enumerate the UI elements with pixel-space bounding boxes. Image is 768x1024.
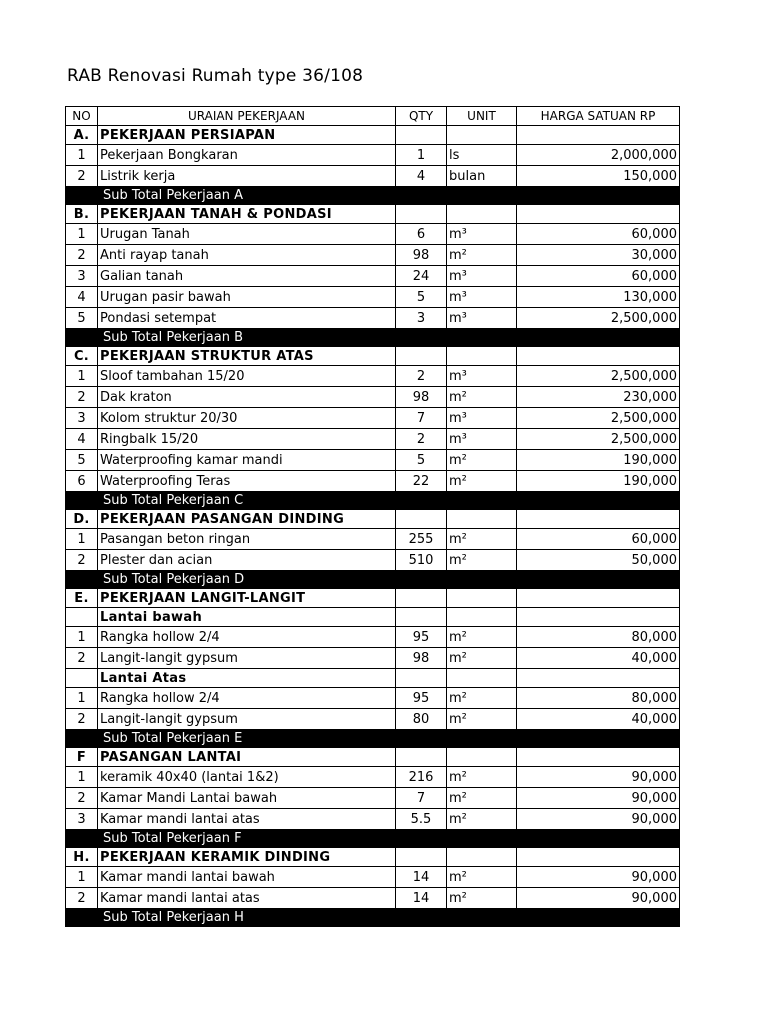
cell-unit [447, 571, 517, 589]
section-code [66, 669, 98, 688]
cell-qty [396, 205, 447, 224]
subsection-header-row [66, 669, 680, 688]
item-unit: bulan [447, 166, 517, 187]
item-description: Anti rayap tanah [98, 245, 396, 266]
section-header-row [66, 205, 680, 224]
subtotal-label: Sub Total Pekerjaan E [98, 730, 396, 748]
item-no: 1 [66, 767, 98, 788]
item-unit-price: 90,000 [517, 809, 680, 830]
item-no: 4 [66, 287, 98, 308]
item-description: Kamar mandi lantai atas [98, 888, 396, 909]
item-no: 2 [66, 387, 98, 408]
item-unit-price: 40,000 [517, 709, 680, 730]
item-qty: 80 [396, 709, 447, 730]
cell-unit [447, 329, 517, 347]
item-unit: m² [447, 788, 517, 809]
table-header-row [66, 107, 680, 126]
item-unit-price: 2,000,000 [517, 145, 680, 166]
cell-no [66, 909, 98, 927]
item-qty: 216 [396, 767, 447, 788]
section-title: Lantai Atas [98, 669, 396, 688]
item-no: 2 [66, 788, 98, 809]
cell-qty [396, 510, 447, 529]
item-description: Urugan pasir bawah [98, 287, 396, 308]
item-unit-price: 60,000 [517, 529, 680, 550]
item-no: 2 [66, 709, 98, 730]
item-unit-price: 2,500,000 [517, 366, 680, 387]
subtotal-label: Sub Total Pekerjaan B [98, 329, 396, 347]
item-unit-price: 230,000 [517, 387, 680, 408]
section-code: F [66, 748, 98, 767]
item-no: 1 [66, 529, 98, 550]
section-header-row [66, 510, 680, 529]
item-qty: 2 [396, 366, 447, 387]
table-row [66, 648, 680, 669]
item-no: 1 [66, 688, 98, 709]
item-qty: 22 [396, 471, 447, 492]
section-title: PEKERJAAN PERSIAPAN [98, 126, 396, 145]
subtotal-row [66, 492, 680, 510]
item-no: 2 [66, 888, 98, 909]
item-no: 4 [66, 429, 98, 450]
cell-price [517, 571, 680, 589]
item-qty: 5 [396, 450, 447, 471]
cell-unit [447, 205, 517, 224]
item-qty: 98 [396, 648, 447, 669]
item-qty: 6 [396, 224, 447, 245]
item-qty: 510 [396, 550, 447, 571]
table-row [66, 471, 680, 492]
section-title: PEKERJAAN TANAH & PONDASI [98, 205, 396, 224]
subtotal-label: Sub Total Pekerjaan F [98, 830, 396, 848]
table-row [66, 387, 680, 408]
cell-price [517, 492, 680, 510]
item-unit: m² [447, 709, 517, 730]
cell-price [517, 589, 680, 608]
item-no: 5 [66, 308, 98, 329]
item-description: Pondasi setempat [98, 308, 396, 329]
cell-price [517, 608, 680, 627]
cell-no [66, 492, 98, 510]
table-row [66, 287, 680, 308]
item-no: 2 [66, 166, 98, 187]
section-code: C. [66, 347, 98, 366]
item-unit: m² [447, 809, 517, 830]
section-code [66, 608, 98, 627]
item-no: 3 [66, 408, 98, 429]
item-no: 6 [66, 471, 98, 492]
item-qty: 3 [396, 308, 447, 329]
item-description: Langit-langit gypsum [98, 648, 396, 669]
cost-estimate-table [65, 106, 680, 927]
cell-no [66, 571, 98, 589]
table-row [66, 224, 680, 245]
item-qty: 4 [396, 166, 447, 187]
item-unit-price: 50,000 [517, 550, 680, 571]
item-unit-price: 60,000 [517, 266, 680, 287]
item-no: 1 [66, 867, 98, 888]
cell-qty [396, 848, 447, 867]
cell-no [66, 329, 98, 347]
item-unit-price: 190,000 [517, 471, 680, 492]
cell-unit [447, 187, 517, 205]
item-unit: m² [447, 471, 517, 492]
cell-qty [396, 187, 447, 205]
item-description: Plester dan acian [98, 550, 396, 571]
table-row [66, 450, 680, 471]
item-description: keramik 40x40 (lantai 1&2) [98, 767, 396, 788]
item-unit: m³ [447, 266, 517, 287]
cell-no [66, 830, 98, 848]
cell-unit [447, 126, 517, 145]
header-qty: QTY [396, 107, 447, 126]
item-no: 1 [66, 366, 98, 387]
cell-qty [396, 571, 447, 589]
item-description: Pasangan beton ringan [98, 529, 396, 550]
item-no: 2 [66, 648, 98, 669]
item-unit-price: 90,000 [517, 888, 680, 909]
cell-price [517, 205, 680, 224]
cell-qty [396, 909, 447, 927]
item-description: Rangka hollow 2/4 [98, 688, 396, 709]
section-header-row [66, 848, 680, 867]
cell-price [517, 126, 680, 145]
cell-price [517, 329, 680, 347]
item-unit: m² [447, 888, 517, 909]
section-header-row [66, 589, 680, 608]
table-row [66, 709, 680, 730]
item-qty: 7 [396, 408, 447, 429]
table-row [66, 308, 680, 329]
cell-price [517, 669, 680, 688]
item-description: Kolom struktur 20/30 [98, 408, 396, 429]
header-no: NO [66, 107, 98, 126]
item-qty: 98 [396, 387, 447, 408]
section-title: PEKERJAAN KERAMIK DINDING [98, 848, 396, 867]
document-title: RAB Renovasi Rumah type 36/108 [67, 66, 364, 86]
cell-unit [447, 608, 517, 627]
subtotal-row [66, 830, 680, 848]
item-unit-price: 90,000 [517, 788, 680, 809]
cell-unit [447, 730, 517, 748]
item-unit: m² [447, 245, 517, 266]
item-description: Rangka hollow 2/4 [98, 627, 396, 648]
cell-price [517, 748, 680, 767]
cell-unit [447, 347, 517, 366]
header-description: URAIAN PEKERJAAN [98, 107, 396, 126]
item-unit-price: 90,000 [517, 867, 680, 888]
item-qty: 98 [396, 245, 447, 266]
item-unit: m² [447, 387, 517, 408]
subtotal-row [66, 909, 680, 927]
table-row [66, 688, 680, 709]
item-no: 5 [66, 450, 98, 471]
table-row [66, 809, 680, 830]
cell-price [517, 187, 680, 205]
item-qty: 255 [396, 529, 447, 550]
item-description: Kamar Mandi Lantai bawah [98, 788, 396, 809]
item-description: Urugan Tanah [98, 224, 396, 245]
cell-unit [447, 848, 517, 867]
header-unit: UNIT [447, 107, 517, 126]
subtotal-row [66, 571, 680, 589]
item-unit: m³ [447, 224, 517, 245]
table-row [66, 245, 680, 266]
item-unit: m³ [447, 408, 517, 429]
item-unit: m² [447, 648, 517, 669]
subtotal-row [66, 329, 680, 347]
item-qty: 1 [396, 145, 447, 166]
cell-unit [447, 909, 517, 927]
item-qty: 5.5 [396, 809, 447, 830]
table-row [66, 767, 680, 788]
item-no: 1 [66, 627, 98, 648]
table-row [66, 550, 680, 571]
item-description: Waterproofing Teras [98, 471, 396, 492]
cell-qty [396, 347, 447, 366]
cell-unit [447, 589, 517, 608]
item-unit: m² [447, 867, 517, 888]
item-unit-price: 60,000 [517, 224, 680, 245]
subtotal-row [66, 187, 680, 205]
item-unit: m³ [447, 308, 517, 329]
subtotal-label: Sub Total Pekerjaan C [98, 492, 396, 510]
table-row [66, 429, 680, 450]
cell-qty [396, 748, 447, 767]
item-unit-price: 90,000 [517, 767, 680, 788]
item-unit-price: 2,500,000 [517, 308, 680, 329]
item-qty: 95 [396, 688, 447, 709]
section-code: D. [66, 510, 98, 529]
item-unit: m³ [447, 366, 517, 387]
cell-qty [396, 492, 447, 510]
item-description: Waterproofing kamar mandi [98, 450, 396, 471]
subsection-header-row [66, 608, 680, 627]
item-unit: m³ [447, 287, 517, 308]
section-title: Lantai bawah [98, 608, 396, 627]
item-unit-price: 40,000 [517, 648, 680, 669]
table-row [66, 529, 680, 550]
item-no: 1 [66, 224, 98, 245]
table-row [66, 145, 680, 166]
item-no: 1 [66, 145, 98, 166]
item-unit: m² [447, 688, 517, 709]
item-description: Kamar mandi lantai bawah [98, 867, 396, 888]
item-unit: m² [447, 767, 517, 788]
section-header-row [66, 126, 680, 145]
subtotal-label: Sub Total Pekerjaan H [98, 909, 396, 927]
item-unit: m² [447, 529, 517, 550]
item-qty: 24 [396, 266, 447, 287]
item-description: Pekerjaan Bongkaran [98, 145, 396, 166]
cell-price [517, 848, 680, 867]
item-unit: m³ [447, 429, 517, 450]
subtotal-label: Sub Total Pekerjaan A [98, 187, 396, 205]
table-row [66, 788, 680, 809]
cell-unit [447, 492, 517, 510]
cell-price [517, 347, 680, 366]
item-description: Sloof tambahan 15/20 [98, 366, 396, 387]
section-code: A. [66, 126, 98, 145]
item-description: Dak kraton [98, 387, 396, 408]
item-description: Kamar mandi lantai atas [98, 809, 396, 830]
section-header-row [66, 748, 680, 767]
table-row [66, 867, 680, 888]
table-row [66, 888, 680, 909]
cell-unit [447, 669, 517, 688]
item-no: 2 [66, 550, 98, 571]
item-unit-price: 2,500,000 [517, 408, 680, 429]
table-row [66, 627, 680, 648]
section-code: H. [66, 848, 98, 867]
item-unit-price: 130,000 [517, 287, 680, 308]
cell-no [66, 730, 98, 748]
section-title: PEKERJAAN PASANGAN DINDING [98, 510, 396, 529]
item-unit-price: 80,000 [517, 688, 680, 709]
item-unit-price: 2,500,000 [517, 429, 680, 450]
item-description: Listrik kerja [98, 166, 396, 187]
cell-no [66, 187, 98, 205]
header-unit-price: HARGA SATUAN RP [517, 107, 680, 126]
item-qty: 2 [396, 429, 447, 450]
subtotal-label: Sub Total Pekerjaan D [98, 571, 396, 589]
cell-qty [396, 730, 447, 748]
table-row [66, 408, 680, 429]
item-no: 3 [66, 809, 98, 830]
section-code: B. [66, 205, 98, 224]
table-row [66, 266, 680, 287]
subtotal-row [66, 730, 680, 748]
cell-unit [447, 510, 517, 529]
item-qty: 14 [396, 867, 447, 888]
item-description: Galian tanah [98, 266, 396, 287]
section-header-row [66, 347, 680, 366]
table-row [66, 366, 680, 387]
cell-price [517, 510, 680, 529]
item-unit: m² [447, 450, 517, 471]
cell-unit [447, 830, 517, 848]
item-description: Langit-langit gypsum [98, 709, 396, 730]
item-unit: m² [447, 627, 517, 648]
section-title: PASANGAN LANTAI [98, 748, 396, 767]
cell-qty [396, 589, 447, 608]
item-qty: 95 [396, 627, 447, 648]
table-body [66, 126, 680, 927]
item-unit: m² [447, 550, 517, 571]
item-unit-price: 150,000 [517, 166, 680, 187]
item-description: Ringbalk 15/20 [98, 429, 396, 450]
item-unit-price: 80,000 [517, 627, 680, 648]
table-row [66, 166, 680, 187]
item-no: 2 [66, 245, 98, 266]
item-qty: 5 [396, 287, 447, 308]
item-qty: 7 [396, 788, 447, 809]
item-no: 3 [66, 266, 98, 287]
item-unit: ls [447, 145, 517, 166]
section-title: PEKERJAAN STRUKTUR ATAS [98, 347, 396, 366]
cell-unit [447, 748, 517, 767]
cell-price [517, 909, 680, 927]
cell-qty [396, 329, 447, 347]
section-code: E. [66, 589, 98, 608]
cell-qty [396, 669, 447, 688]
cell-price [517, 730, 680, 748]
cell-price [517, 830, 680, 848]
item-unit-price: 30,000 [517, 245, 680, 266]
item-qty: 14 [396, 888, 447, 909]
item-unit-price: 190,000 [517, 450, 680, 471]
cell-qty [396, 830, 447, 848]
section-title: PEKERJAAN LANGIT-LANGIT [98, 589, 396, 608]
cell-qty [396, 126, 447, 145]
cell-qty [396, 608, 447, 627]
